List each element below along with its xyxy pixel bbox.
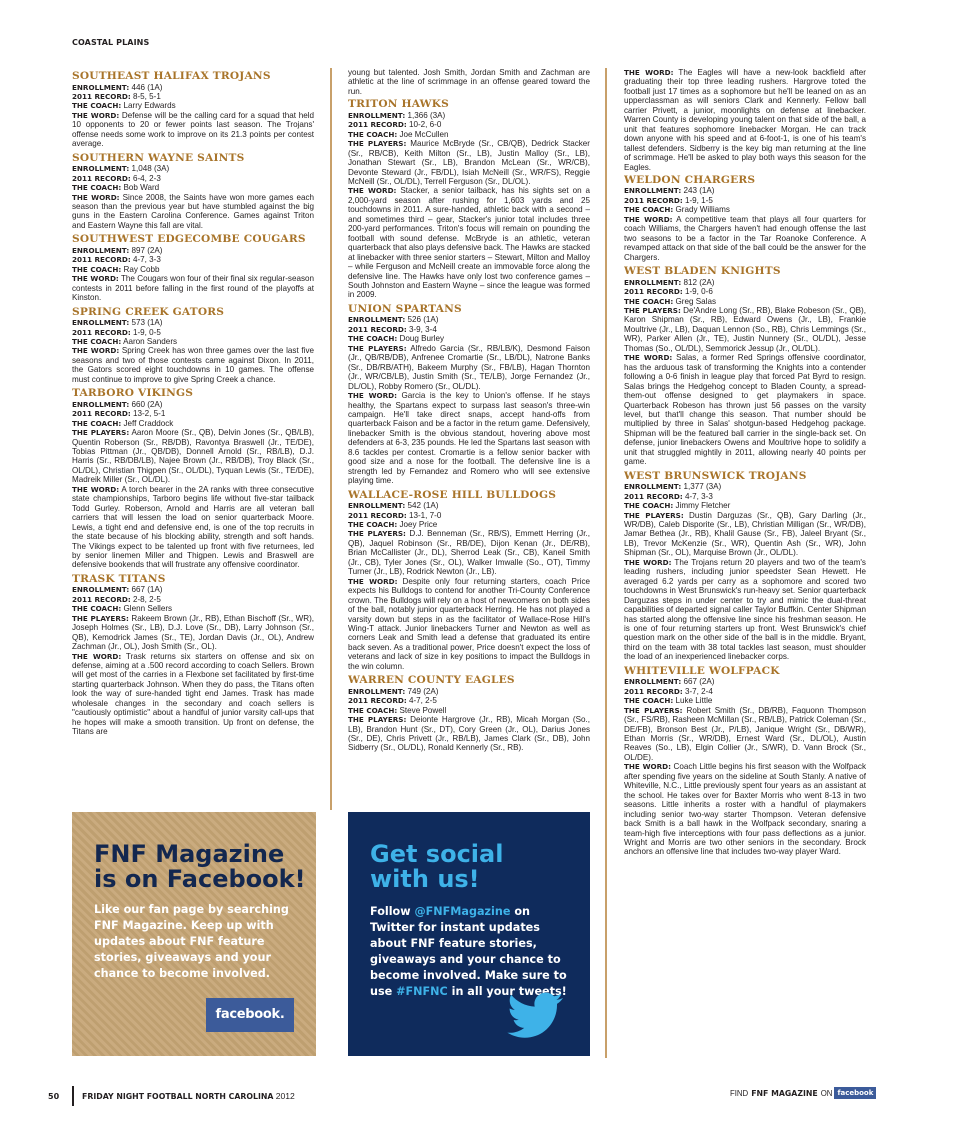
team-enrollment (348, 501, 590, 510)
coach-label: THE COACH: (624, 296, 674, 306)
players-label: THE PLAYERS: (348, 529, 406, 539)
facebook-ad[interactable] (72, 812, 316, 1056)
facebook-ad-title-line1: FNF Magazine (94, 840, 285, 868)
team-name: SOUTHWEST EDGECOMBE COUGARS (72, 233, 306, 246)
enrollment-value: 1,048 (3A) (131, 164, 170, 174)
publication-name: FRIDAY NIGHT FOOTBALL NORTH CAROLINA (82, 1091, 274, 1101)
coach-value: Jeff Craddock (123, 418, 174, 428)
word-label: THE WORD: (72, 110, 120, 120)
team-entry (72, 153, 314, 231)
team-coach (624, 205, 866, 214)
coach-value: Glenn Sellers (123, 604, 173, 614)
footer-on-text: ON (820, 1088, 833, 1098)
team-players (348, 139, 590, 186)
word-value: Garcia is the key to Union's offense. If he stays healthy, the Spartans expect to surpass last season's three-win campaign. He'll take direct snaps, accept hand-offs from quarterback Faison and be a factor in the return game. Defensively, linebacker Smith is the obvious standout, hovering above most defenders at 6-3, 235 pounds. He led the Spartans last season with 8.6 tackles per contest. Cromartie is a fellow senior backer with good size and a nose for the football. The defensive line is a strength led by Fernandez and Romero who will see extensive playing time. (348, 391, 590, 486)
team-word (624, 558, 866, 662)
team-enrollment (348, 687, 590, 696)
enrollment-value: 667 (1A) (131, 585, 163, 595)
team-coach (348, 520, 590, 529)
team-coach (624, 501, 866, 510)
record-label: 2011 RECORD: (348, 324, 407, 334)
record-label: 2011 RECORD: (72, 91, 131, 101)
team-entry (348, 675, 590, 753)
team-enrollment (72, 164, 314, 173)
enrollment-label: ENROLLMENT: (72, 318, 130, 328)
team-word (624, 762, 866, 857)
facebook-ad-body: Like our fan page by searching FNF Magazine. Keep up with updates about FNF feature stories, giveaways and your chance to become involved. (94, 903, 289, 980)
team-enrollment (348, 315, 590, 324)
enrollment-label: ENROLLMENT: (624, 677, 682, 687)
coach-value: Aaron Sanders (123, 336, 178, 346)
players-label: THE PLAYERS: (72, 428, 130, 438)
team-coach (72, 604, 314, 613)
record-value: 13-1, 7-0 (408, 510, 442, 520)
coach-label: THE COACH: (348, 129, 398, 139)
team-coach (72, 101, 314, 110)
team-word (348, 577, 590, 672)
players-value: De'Andre Long (Sr., RB), Blake Robeson (Sr., QB), Karon Shipman (Sr., RB), Edward Owens (Jr., LB), Frankie Moultrive (Jr., LB), Daquan Lennon (So., RB), Chris Lemmings (Sr., WR), Parker Allen (Jr., TE), Justin Nunnery (Sr., OL/DL), Jesse Thomas (So., OL/DL), Semmorick Jessup (Jr., OL/DL). (624, 305, 866, 353)
twitter-ad-text: on Twitter for instant updates about FNF feature stories, giveaways and your chance to become involved. Make sure to use (370, 905, 567, 998)
team-enrollment (72, 318, 314, 327)
continued-text: young but talented. Josh Smith, Jordan Smith and Zachman are athletic at the line of scrimmage in an offense geared toward the run. (348, 68, 590, 96)
enrollment-value: 660 (2A) (131, 399, 163, 409)
twitter-ad[interactable] (348, 812, 590, 1056)
facebook-ad-title (94, 842, 306, 892)
team-word (348, 186, 590, 299)
record-label: 2011 RECORD: (72, 409, 131, 419)
record-value: 1-9, 0-6 (684, 287, 713, 297)
enrollment-label: ENROLLMENT: (624, 186, 682, 196)
team-record (72, 328, 314, 337)
coach-value: Grady Williams (675, 205, 730, 215)
word-value: Coach Little begins his first season with the Wolfpack after spending five years on the sideline at South Stanly. A native of Whiteville, N.C., Little previously spent four years as an assistant at the school. He takes over for Baxter Morris who went 8-13 in two seasons. Little inherits a roster with a handful of playmakers including senior two-way starter Thompson. Veteran defensive back Smith is a ball hawk in the Wolfpack secondary, snaring a team-high five interceptions with four pass deflections as a junior. Wright and Morris are two other seniors in the secondary. Brock anchors an offensive line that includes two-way player Ward. (624, 762, 866, 857)
players-value: Robert Smith (Sr., DB/RB), Faquonn Thompson (Sr., FS/RB), Rasheen McMillan (Sr., RB/LB), Patrick Coleman (Sr., DE/FB), Bronson Best (Jr., P/LB), Janique Wright (Sr., DB/WR), Ethan Morris (Sr., WR/DB), Ernest Ward (Sr., DL/OL), Austin Reaves (So., LB), Elgin Collier (Jr., S/WR), D. Vann Brock (Sr., OL/DE). (624, 705, 866, 762)
record-value: 3-9, 3-4 (408, 324, 437, 334)
footer-right (730, 1087, 876, 1099)
team-entry (624, 266, 866, 467)
team-word (72, 274, 314, 302)
team-name: WARREN COUNTY EAGLES (348, 674, 515, 687)
record-label: 2011 RECORD: (72, 255, 131, 265)
team-record (624, 492, 866, 501)
word-label: THE WORD: (624, 557, 672, 567)
team-record (348, 120, 590, 129)
team-entry (72, 71, 314, 149)
enrollment-value: 446 (1A) (131, 82, 163, 92)
team-coach (348, 334, 590, 343)
team-word (624, 353, 866, 466)
record-label: 2011 RECORD: (348, 510, 407, 520)
record-label: 2011 RECORD: (348, 696, 407, 706)
players-value: Aaron Moore (Sr., QB), Delvin Jones (Sr., QB/LB), Quentin Roberson (Sr., RB/DB), Ravontya Braswell (Jr., TE/DE), Tobias Pittman (Jr., QB/DB), Donnell Arnold (Sr., RB/LB), D.J. Harris (Sr., RB/DB/LB), Najee Brown (Jr., RB/DB), Troy Black (Sr., OL/DL), Christian Thigpen (Sr., OL/DL), Tyquan Lewis (Sr., TE/DE), Madreik Miller (Sr., OL/DL). (72, 428, 314, 485)
team-word (348, 391, 590, 486)
team-name: WALLACE-ROSE HILL BULLDOGS (348, 488, 557, 501)
twitter-ad-title-line1: Get social (370, 840, 504, 868)
footer-find-text: FIND (730, 1088, 749, 1098)
coach-value: Jimmy Fletcher (675, 501, 731, 511)
team-coach (348, 706, 590, 715)
coach-value: Doug Burley (399, 334, 445, 344)
word-label: THE WORD: (348, 391, 397, 401)
team-entry (624, 471, 866, 662)
team-entry (72, 574, 314, 737)
word-label: THE WORD: (72, 651, 122, 661)
record-value: 1-9, 1-5 (684, 195, 713, 205)
players-value: D.J. Benneman (Sr., RB/S), Emmett Herring (Jr., QB), Jaquel Robinson (Sr., RB/DE), Dijon Kenan (Jr., DE/RB), Brian McCallister (Jr., DL), Sherrod Leak (Sr., CB), Kaneil Smith (Jr., CB), Tyler Jones (Sr., OL), Walker Imwalle (So., OT), Timmy Turner (Jr., LB), Rodrick Newton (Jr., LB). (348, 529, 590, 577)
record-value: 6-4, 2-3 (132, 173, 161, 183)
team-entry (348, 490, 590, 672)
word-value: A torch bearer in the 2A ranks with three consecutive state championships, Tarboro begins life without five-star tailback Todd Gurley. Roberson, Arnold and Harris are all veteran ball carriers that will lessen the load on senior quarterback Moore. Lewis, a tight end and defensive end, is one of the top recruits in the state because of his blocking ability, strength and soft hands. The Vikings expect to be talented up front with five returnees, led by senior linemen Miller and Thigpen. Lewis and Braswell are defensive bookends that will frustrate any offensive coordinator. (72, 484, 314, 570)
team-entry (348, 304, 590, 486)
team-name: UNION SPARTANS (348, 302, 462, 315)
team-record (72, 255, 314, 264)
word-label: THE WORD: (624, 68, 674, 77)
team-name: SOUTHERN WAYNE SAINTS (72, 151, 245, 164)
record-value: 8-5, 5-1 (132, 91, 161, 101)
coach-label: THE COACH: (72, 183, 122, 193)
record-value: 4-7, 2-5 (408, 696, 437, 706)
record-label: 2011 RECORD: (624, 195, 683, 205)
team-record (624, 687, 866, 696)
record-label: 2011 RECORD: (72, 327, 131, 337)
enrollment-value: 573 (1A) (131, 318, 163, 328)
word-label: THE WORD: (624, 214, 673, 224)
section-label: COASTAL PLAINS (72, 38, 150, 47)
team-name: WEST BLADEN KNIGHTS (624, 265, 781, 278)
team-word (72, 485, 314, 570)
record-value: 10-2, 6-0 (408, 120, 442, 130)
team-entry (624, 175, 866, 262)
enrollment-value: 1,366 (3A) (407, 110, 446, 120)
record-label: 2011 RECORD: (624, 491, 683, 501)
word-value: Stacker, a senior tailback, has his sights set on a 2,000-yard season after rushing for 1,603 yards and 25 touchdowns in 2011. A sure-handed, athletic back with a second – and sometimes third – gear, Stacker's junior total includes three 200-yard performances. Triton's focus will remain on pounding the football with sound defense. McBryde is an athletic, veteran quarterback that also plays defensive back. The Hawks are stacked at linebacker with three senior starters – Stewart, Milton and Malloy – while Ferguson and McNeill create an immovable force along the defensive line. The Hawks have only lost two conference games – South Johnston and Eastern Wayne – since the league was formed in 2009. (348, 186, 590, 300)
record-value: 4-7, 3-3 (684, 491, 713, 501)
word-label: THE WORD: (624, 353, 673, 363)
enrollment-label: ENROLLMENT: (72, 82, 130, 92)
team-enrollment (72, 585, 314, 594)
team-name: SPRING CREEK GATORS (72, 305, 225, 318)
word-value: Since 2008, the Saints have won more games each season than the previous year but have stumbled against the big guns in the Eastern Carolina Conference. Games against Triton and Eastern Wayne this fall are vital. (72, 192, 314, 230)
team-enrollment (624, 677, 866, 686)
column-1 (72, 68, 314, 810)
players-label: THE PLAYERS: (624, 510, 684, 520)
team-coach (72, 419, 314, 428)
team-entry (72, 234, 314, 302)
team-players (624, 706, 866, 763)
coach-label: THE COACH: (348, 519, 398, 529)
team-record (72, 92, 314, 101)
team-coach (72, 183, 314, 192)
team-name: WEST BRUNSWICK TROJANS (624, 469, 807, 482)
word-value: Trask returns six starters on offense and six on defense, aiming at a .500 record according to coach Sellers. Brown will get most of the carries in a Flexbone set facilitated by first-time starting quarterback Johnson. When they do pass, the Titans often look the way of sure-handed tight end James. Trask has made wholesale changes in the secondary and coach sellers is "cautiously optimistic" about a handful of junior varsity call-ups that he hopes will make a smooth transition. Up front on defense, the Titans are (72, 651, 314, 737)
record-label: 2011 RECORD: (348, 120, 407, 130)
enrollment-value: 812 (2A) (683, 277, 715, 287)
players-value: Dustin Darguzas (Sr., QB), Gary Darling (Jr., WR/DB), Caleb Disporite (Sr., LB), Christian Milligan (Sr., WR/DB), Jamar Bethea (Jr., RB), Khalil Gause (Sr., FB), Jaleel Bryant (Sr., LB), Trevor McKenzie (Sr., WR), Quentin Ash (Sr., WR), John Shipman (Sr., OL), Marquise Brown (Jr., OL/DL). (624, 510, 866, 558)
team-enrollment (348, 111, 590, 120)
word-value: Salas, a former Red Springs offensive coordinator, has the arduous task of transforming the Knights into a contender following a 0-6 finish in league play that forced Pat Byrd to resign. Salas brings the Hedgehog concept to Bladen County, a spread-them-out offense designed to get playmakers in space. Quarterback Robeson has thrown just 56 passes on the varsity level, but that'll change this season. That number should be multiplied by three in Salas' shotgun-based Hedgehog package. Shipman will be the featured ball carrier in the single-back set. On defense, junior linebackers Owens and Moultrive hope to solidify a unit that struggled mightily in 2011, allowing nearly 40 points per game. (624, 353, 866, 467)
players-label: THE PLAYERS: (624, 305, 681, 315)
twitter-ad-text: Follow (370, 905, 415, 918)
enrollment-value: 1,377 (3A) (683, 482, 722, 492)
team-record (624, 196, 866, 205)
facebook-ad-title-line2: is on Facebook! (94, 865, 306, 893)
team-players (348, 529, 590, 576)
record-value: 13-2, 5-1 (132, 409, 166, 419)
team-entry (72, 307, 314, 385)
team-enrollment (624, 278, 866, 287)
enrollment-value: 897 (2A) (131, 245, 163, 255)
twitter-ad-text: in all your tweets! (447, 985, 567, 998)
enrollment-value: 526 (1A) (407, 315, 439, 325)
enrollment-value: 243 (1A) (683, 186, 715, 196)
record-value: 4-7, 3-3 (132, 255, 161, 265)
team-name: TARBORO VIKINGS (72, 387, 194, 400)
team-players (348, 715, 590, 753)
coach-label: THE COACH: (72, 264, 122, 274)
team-enrollment (624, 482, 866, 491)
word-label: THE WORD: (72, 484, 120, 494)
record-label: 2011 RECORD: (624, 287, 683, 297)
team-word (72, 111, 314, 149)
team-players (348, 344, 590, 391)
team-coach (624, 297, 866, 306)
enrollment-value: 667 (2A) (683, 677, 715, 687)
enrollment-label: ENROLLMENT: (72, 399, 130, 409)
team-players (72, 428, 314, 485)
record-label: 2011 RECORD: (72, 173, 131, 183)
facebook-logo[interactable]: facebook. (206, 998, 294, 1032)
team-record (348, 325, 590, 334)
enrollment-value: 749 (2A) (407, 686, 439, 696)
team-enrollment (72, 83, 314, 92)
players-value: Rakeem Brown (Jr., RB), Ethan Bischoff (Sr., WR), Joseph Holmes (Sr., LB), D.J. Love (Sr., DB), Larry Johnson (Sr., QB), Kemodrick James (Sr., TE), Jordan Davis (Jr., OL), Andrew Zachman (Jr., OL), Josh Smith (Sr., OL). (72, 613, 314, 652)
coach-label: THE COACH: (72, 418, 122, 428)
enrollment-label: ENROLLMENT: (72, 585, 130, 595)
coach-value: Ray Cobb (123, 264, 160, 274)
footer-left (48, 1086, 295, 1106)
word-label: THE WORD: (72, 192, 120, 202)
team-record (72, 409, 314, 418)
coach-label: THE COACH: (72, 101, 122, 111)
column-rule-1 (330, 68, 332, 810)
team-entry (72, 388, 314, 570)
team-name: SOUTHEAST HALIFAX TROJANS (72, 70, 271, 82)
word-value: Defense will be the calling card for a squad that held 10 opponents to 20 or fewer points last season. The Trojans' offense needs some work to improve on its 21.3 points per contest average. (72, 110, 314, 149)
coach-label: THE COACH: (348, 334, 398, 344)
twitter-hashtag[interactable]: #FNFNC (396, 985, 448, 998)
enrollment-label: ENROLLMENT: (624, 482, 682, 492)
team-record (348, 696, 590, 705)
coach-label: THE COACH: (624, 205, 674, 215)
word-label: THE WORD: (348, 576, 398, 586)
team-entry (348, 99, 590, 300)
coach-label: THE COACH: (624, 501, 674, 511)
team-word (72, 346, 314, 384)
coach-value: Steve Powell (399, 705, 447, 715)
team-record (348, 511, 590, 520)
word-text: The Eagles will have a new-look backfield after graduating their top three leading rushers. Hargrove toted the football just 17 times as a sophomore but he'll be leaned on as an upperclassman as will seniors Clark and Kennerly. Fellow ball carrier Privett, a junior, moonlights on defense at linebacker. Warren County is developing young talent on that side of the ball, a unit that features sophomore linebacker Morgan. He can track down anyone with his speed and at 6-foot-1, is one of his team's tallest defenders. Sidberry is the key big man returning at the line of scrimmage. He'll be asked to play both ways this season for the Eagles. (624, 68, 866, 172)
coach-value: Bob Ward (123, 183, 160, 193)
players-label: THE PLAYERS: (624, 705, 683, 715)
twitter-handle[interactable]: @FNFMagazine (414, 905, 511, 918)
coach-label: THE COACH: (624, 696, 674, 706)
team-name: TRITON HAWKS (348, 98, 449, 111)
word-value: The Trojans return 20 players and two of the team's leading rushers, including junior speedster Sean Hewett. He averaged 6.2 yards per carry as a sophomore and scored two touchdowns in West Brunswick's run-heavy set. Senior quarterback Darguzas steps in under center to try and mimic the dual-threat capabilities of departed signal caller Taylor Buffkin. Center Shipman has started along the offensive line since his freshman season. He is one of four returning starters up front. West Brunswick's chief question mark on the other side of the ball is in the middle. Bryant, third on the team with 38 total tackles last season, must shoulder the load of an inexperienced linebacker corps. (624, 557, 866, 662)
record-value: 3-7, 2-4 (684, 686, 713, 696)
enrollment-label: ENROLLMENT: (348, 315, 406, 325)
column-3 (624, 68, 866, 878)
enrollment-label: ENROLLMENT: (624, 277, 682, 287)
team-name: WHITEVILLE WOLFPACK (624, 664, 780, 677)
publication-year: 2012 (275, 1091, 295, 1101)
team-coach (348, 130, 590, 139)
team-enrollment (72, 246, 314, 255)
team-name: TRASK TITANS (72, 572, 166, 585)
continued-text (624, 68, 866, 172)
team-word (72, 193, 314, 231)
coach-label: THE COACH: (348, 705, 398, 715)
team-word (72, 652, 314, 737)
players-value: Maurice McBryde (Sr., CB/QB), Dedrick Stacker (Sr., RB/CB), Keith Milton (Sr., LB), Justin Malloy (Sr., LB), Jonathan Stewart (Sr., LB), Brandon McLean (Sr., WR/CB), Devonte Steward (Jr., FB/DL), Isiah McNeill (Sr., WR/FS), Reggie McNeill (Sr., OL/DL), Terrell Ferguson (Sr., DL/OL). (348, 139, 590, 187)
enrollment-label: ENROLLMENT: (72, 245, 130, 255)
twitter-ad-title (370, 842, 503, 892)
team-word (624, 215, 866, 262)
team-name: WELDON CHARGERS (624, 173, 756, 186)
coach-value: Greg Salas (675, 296, 716, 306)
players-value: Deionte Hargrove (Jr., RB), Micah Morgan (So., LB), Brandon Hunt (Sr., DT), Cory Green (Jr., OL), Darius Jones (Sr., DE), Chris Privett (Jr., RB/LB), James Clark (Sr., DB), John Sidberry (Sr., OL/DL), Ronald Kennerly (Sr., RB). (348, 715, 590, 753)
enrollment-label: ENROLLMENT: (348, 686, 406, 696)
enrollment-value: 542 (1A) (407, 501, 439, 511)
twitter-bird-icon[interactable] (506, 992, 564, 1040)
enrollment-label: ENROLLMENT: (348, 501, 406, 511)
column-rule-2 (605, 68, 607, 1058)
coach-value: Joe McCullen (399, 129, 449, 139)
word-value: Despite only four returning starters, coach Price expects his Bulldogs to contend for another Tri-County Conference crown. The Bulldogs will rely on a host of newcomers on both sides of the ball, notably junior quarterback Herring. He has not played a varsity down but steps in as the facilitator of Wallace-Rose Hill's Wing-T attack. Junior linebackers Turner and Newton as well as corners Leak and Smith lead a defense that graduated its entire back seven. As a traditional power, Price doesn't expect the loss of veterans and lack of size in key positions to impact the Bulldogs in the win column. (348, 576, 590, 671)
team-enrollment (72, 400, 314, 409)
coach-value: Joey Price (399, 519, 438, 529)
coach-value: Luke Little (675, 696, 713, 706)
footer-facebook-logo[interactable]: facebook (834, 1087, 876, 1099)
record-label: 2011 RECORD: (72, 594, 131, 604)
record-value: 2-8, 2-5 (132, 594, 161, 604)
team-players (624, 306, 866, 353)
word-value: The Cougars won four of their final six regular-season contests in 2011 before falling in the first round of the playoffs at Kinston. (72, 274, 314, 303)
team-players (624, 511, 866, 558)
column-2 (348, 68, 590, 810)
coach-label: THE COACH: (72, 604, 122, 614)
team-coach (624, 696, 866, 705)
footer-magazine-name: FNF MAGAZINE (751, 1088, 818, 1098)
twitter-ad-title-line2: with us! (370, 865, 480, 893)
coach-value: Larry Edwards (123, 101, 176, 111)
team-record (72, 595, 314, 604)
players-label: THE PLAYERS: (72, 613, 129, 623)
word-value: Spring Creek has won three games over the last five seasons and two of those contests came against Dixon. In 2011, the Gators scored eight touchdowns in 10 games. The offense must continue to improve to give Spring Creek a chance. (72, 346, 314, 384)
team-players (72, 614, 314, 652)
footer-divider (72, 1086, 74, 1106)
team-coach (72, 265, 314, 274)
players-label: THE PLAYERS: (348, 715, 407, 725)
record-value: 1-9, 0-5 (132, 327, 161, 337)
word-label: THE WORD: (72, 274, 119, 284)
team-enrollment (624, 186, 866, 195)
enrollment-label: ENROLLMENT: (348, 110, 406, 120)
page-number: 50 (48, 1091, 60, 1101)
players-label: THE PLAYERS: (348, 343, 407, 353)
coach-label: THE COACH: (72, 336, 122, 346)
team-record (624, 287, 866, 296)
twitter-ad-body (370, 904, 575, 1000)
word-label: THE WORD: (348, 186, 397, 196)
enrollment-label: ENROLLMENT: (72, 164, 130, 174)
players-value: Alfredo Garcia (Sr., RB/LB/K), Desmond Faison (Jr., QB/RB/DB), Anfrenee Cromartie (Sr., LB/DL), Natrone Banks (Sr., DB/RB/ATH), Bakeem Murphy (Sr., FB/LB), Hagan Thornton (Jr., WR/CB/LB), Justin Smith (Sr., TE/LB), Jorge Fernandez (Jr., DL/OL), Robby Romero (Sr., OL/DL). (348, 343, 590, 391)
word-label: THE WORD: (72, 346, 120, 356)
team-entry (624, 666, 866, 857)
team-coach (72, 337, 314, 346)
record-label: 2011 RECORD: (624, 686, 683, 696)
word-label: THE WORD: (624, 762, 671, 772)
team-record (72, 174, 314, 183)
word-value: A competitive team that plays all four quarters for coach Williams, the Chargers haven't had enough offense the last two seasons to be a factor in the Tar Roanoke Conference. A revamped attack on that side of the ball could be the answer for the Chargers. (624, 214, 866, 262)
players-label: THE PLAYERS: (348, 139, 407, 149)
